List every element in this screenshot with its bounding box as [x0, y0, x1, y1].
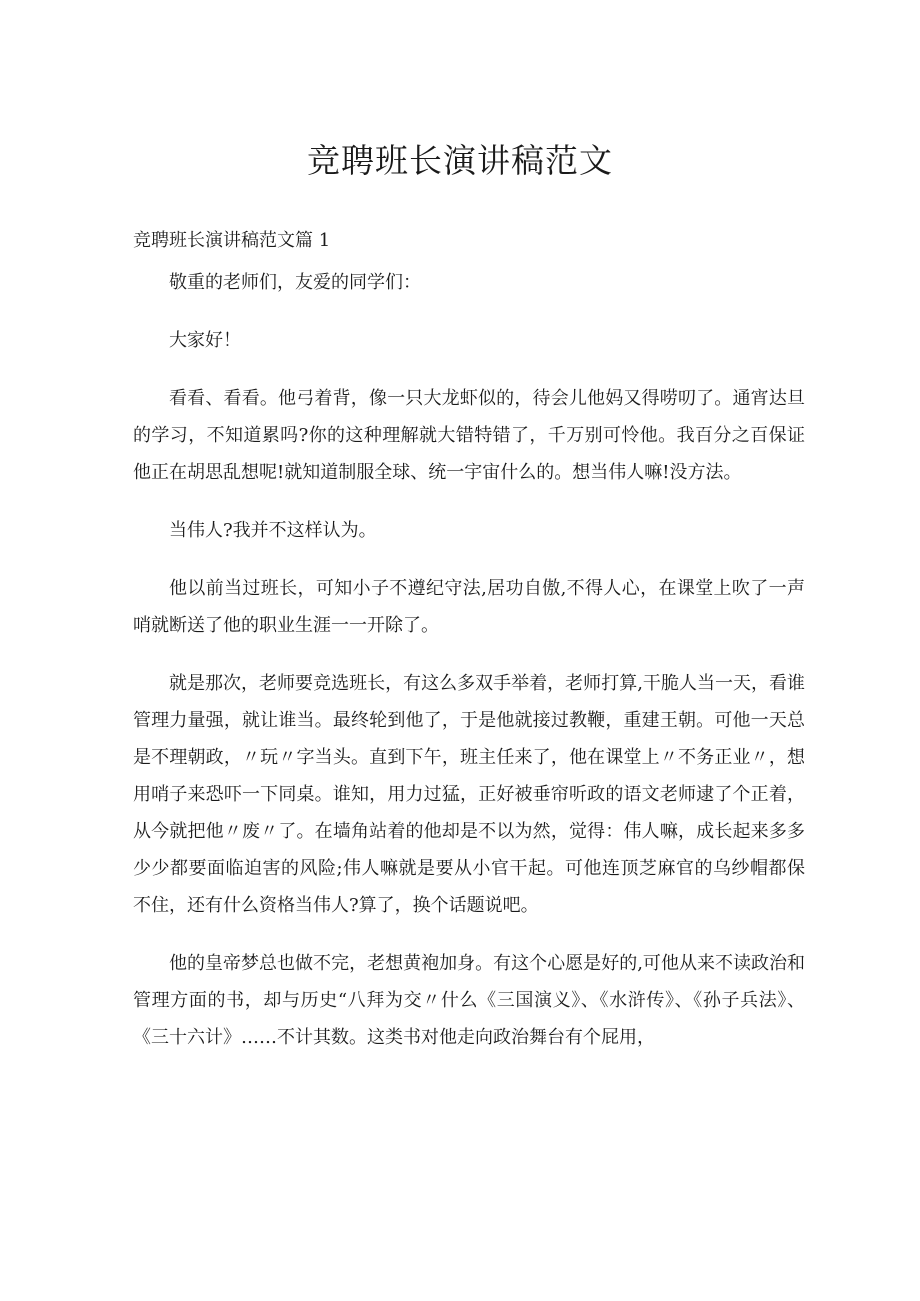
document-title: 竞聘班长演讲稿范文: [307, 141, 613, 180]
paragraph: 就是那次，老师要竞选班长，有这么多双手举着，老师打算,干脆人当一天，看谁管理力量强，就让谁当。最终轮到他了，于是他就接过教鞭，重建王朝。可他一天总是不理朝政，〃玩〃字当头。直到下午，班主任来了，他在课堂上〃不务正业〃，想用哨子来恐吓一下同桌。谁知，用力过猛，正好被垂帘听政的语文老师逮了个正着，从今就把他〃废〃了。在墙角站着的他却是不以为然，觉得：伟人嘛，成长起来多多少少都要面临迫害的风险;伟人嘛就是要从小官干起。可他连顶芝麻官的乌纱帽都保不住，还有什么资格当伟人?算了，换个话题说吧。: [133, 673, 805, 916]
document-body: [133, 264, 805, 1056]
paragraph-hello: 大家好！: [169, 330, 241, 351]
paragraph-greeting: 敬重的老师们，友爱的同学们：: [169, 272, 421, 293]
paragraph: 他的皇帝梦总也做不完，老想黄袍加身。有这个心愿是好的,可他从来不读政治和管理方面的书，却与历史“八拜为交〃什么《三国演义》、《水浒传》、《孙子兵法》、《三十六计》……不计其数。这类书对他走向政治舞台有个屁用，: [133, 953, 805, 1048]
section-heading: 竞聘班长演讲稿范文篇 1: [133, 230, 331, 251]
paragraph: 看看、看看。他弓着背，像一只大龙虾似的，待会儿他妈又得唠叨了。通宵达旦的学习，不知道累吗?你的这种理解就大错特错了，千万别可怜他。我百分之百保证他正在胡思乱想呢!就知道制服全球、统一宇宙什么的。想当伟人嘛!没方法。: [133, 388, 805, 483]
paragraph: 当伟人?我并不这样认为。: [169, 520, 377, 541]
paragraph: 他以前当过班长，可知小子不遵纪守法,居功自傲,不得人心，在课堂上吹了一声哨就断送了他的职业生涯一一开除了。: [133, 578, 805, 636]
